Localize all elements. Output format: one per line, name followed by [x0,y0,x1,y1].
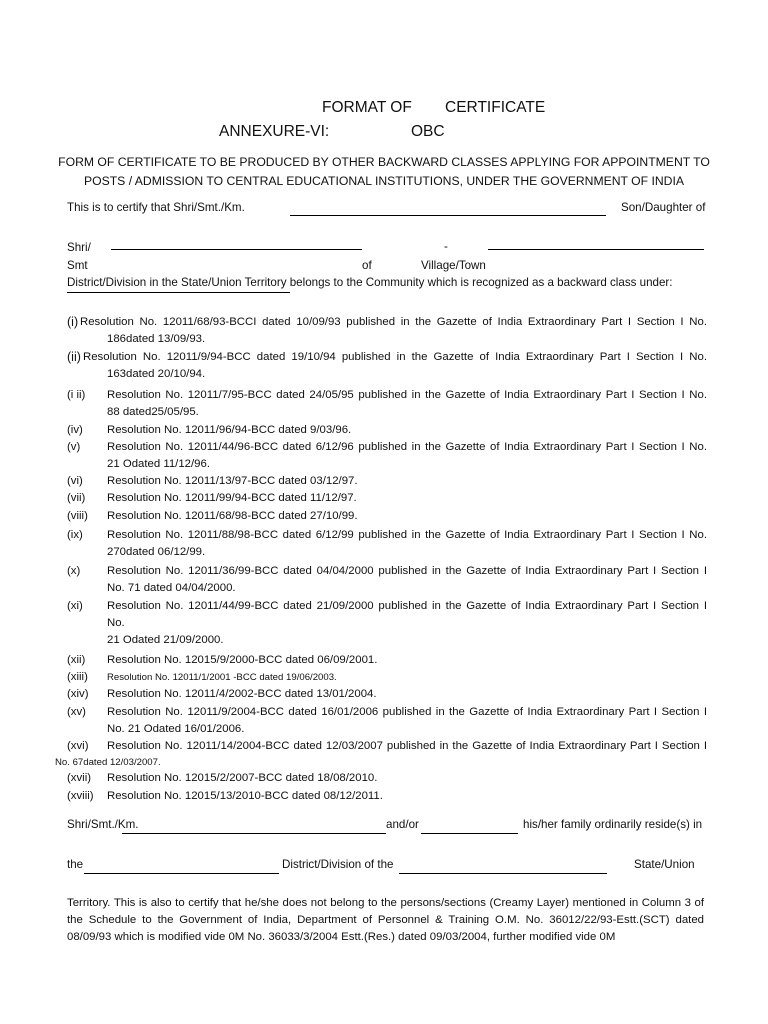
resolution-text: Resolution No. 12011/44/99-BCC dated 21/09/2000 published in the Gazette of India Extraordinary Part I Section I [107,600,707,612]
district-of-label: District/Division of the [282,858,394,871]
resolution-number: (i ii) [67,389,86,401]
district-underline [67,292,290,293]
resolution-number: (xviii) [67,790,94,802]
title-format-of: FORMAT OF [322,99,412,116]
resolution-text: Resolution No. 12011/9/2004-BCC dated 16/01/2006 published in the Gazette of India Extraordinary Part I Section I [107,706,707,718]
state-field-line[interactable] [399,873,607,874]
relation-field-line[interactable] [421,833,518,834]
resolution-text: Resolution No. 12011/36/99-BCC dated 04/04/2000 published in the Gazette of India Extraordinary Part I Section I [107,565,707,577]
annexure-label: ANNEXURE-VI: [219,123,330,140]
village-town-label: Village/Town [421,259,486,272]
resolution-number: (xi) [67,600,83,612]
resolution-text: Resolution No. 12011/9/94-BCC dated 19/10/94 published in the Gazette of India Extraordinary Part I Section I No. [83,351,707,363]
resolution-continuation: 186dated 13/09/93. [107,333,206,345]
resolution-text: Resolution No. 12011/14/2004-BCC dated 12/03/2007 published in the Gazette of India Extraordinary Part I Section I [107,740,707,752]
resolution-number: (v) [67,441,81,453]
resolution-continuation-2: 21 Odated 21/09/2000. [107,634,224,646]
resolution-text: Resolution No. 12011/4/2002-BCC dated 13/01/2004. [107,688,377,700]
resolution-text: Resolution No. 12011/7/95-BCC dated 24/05/95 published in the Gazette of India Extraordinary Part I Section I No. [107,389,707,401]
dash-mark: - [444,240,448,253]
resolution-continuation: 21 Odated 11/12/96. [107,458,211,470]
place-field-line[interactable] [84,873,279,874]
residence-name-field-line[interactable] [122,833,386,834]
resolution-number: (xvi) [67,740,89,752]
and-or-label: and/or [386,818,419,831]
resolution-number: (xiii) [67,671,88,683]
son-daughter-label: Son/Daughter of [621,201,706,214]
resolution-number: (xii) [67,654,86,666]
resolution-continuation: 163dated 20/10/94. [107,368,206,380]
name-field-line[interactable] [290,215,606,216]
resolution-number: (ix) [67,529,83,541]
resolution-text: Resolution No. 12011/44/96-BCC dated 6/12/96 published in the Gazette of India Extraordinary Part I Section I No. [107,441,707,453]
resolution-number: (x) [67,565,81,577]
state-union-label: State/Union [634,858,695,871]
certify-text: This is to certify that Shri/Smt./Km. [67,201,245,214]
resolution-continuation: No. [107,617,125,629]
category-obc: OBC [411,123,445,140]
resolution-continuation: 88 dated25/05/95. [107,406,199,418]
resolution-continuation: No. 71 dated 04/04/2000. [107,582,236,594]
shri-label: Shri/ [67,241,91,254]
title-certificate: CERTIFICATE [445,99,546,116]
resolution-text: Resolution No. 12011/13/97-BCC dated 03/12/97. [107,475,358,487]
resolution-continuation: 270dated 06/12/99. [107,546,206,558]
resolution-text: Resolution No. 12011/1/2001 -BCC dated 19/06/2003. [107,672,337,683]
resolution-number: (vii) [67,492,86,504]
resolution-text: Resolution No. 12011/88/98-BCC dated 6/12/99 published in the Gazette of India Extraordinary Part I Section I No. [107,529,707,541]
resolution-number: (i) [67,315,79,329]
resolution-number: (vi) [67,475,83,487]
residence-shri-label: Shri/Smt./Km. [67,818,139,831]
resolution-number: (xiv) [67,688,89,700]
resolution-continuation: No. 67dated 12/03/2007. [55,757,161,768]
resolution-number: (iv) [67,424,83,436]
resolution-text: Resolution No. 12011/68/98-BCC dated 27/10/99. [107,510,358,522]
closing-paragraph: Territory. This is also to certify that he/she does not belong to the persons/sections (Creamy Layer) mentioned in Column 3 of the Schedule to the Government of India, Department of Personnel & Training O.M. No. 36012/22/93-Estt.(SCT) dated 08/09/93 which is modified vide 0M No. 36033/3/2004 Estt.(Res.) dated 09/03/2004, further modified vide 0M [67,897,704,943]
village-field-line[interactable] [488,249,704,250]
father-name-field-line[interactable] [111,249,362,250]
of-label: of [362,259,372,272]
district-text: District/Division in the State/Union Territory belongs to the Community which is recognized as a backward class under: [67,276,673,289]
resolution-number: (xvii) [67,772,92,784]
resides-label: his/her family ordinarily reside(s) in [523,818,703,831]
resolution-number: (viii) [67,510,88,522]
smt-label: Smt [67,259,88,272]
resolution-continuation: No. 21 Odated 16/01/2006. [107,723,245,735]
resolution-number: (ii) [67,350,81,364]
resolution-text: Resolution No. 12015/13/2010-BCC dated 08/12/2011. [107,790,383,802]
the-label: the [67,858,84,871]
resolution-number: (xv) [67,706,86,718]
resolution-text: Resolution No. 12011/99/94-BCC dated 11/12/97. [107,492,357,504]
resolution-text: Resolution No. 12011/96/94-BCC dated 9/03/96. [107,424,352,436]
resolution-text: Resolution No. 12011/68/93-BCCI dated 10/09/93 published in the Gazette of India Extraordinary Part I Section I No. [80,316,707,328]
subtitle-line-1: FORM OF CERTIFICATE TO BE PRODUCED BY OTHER BACKWARD CLASSES APPLYING FOR APPOINTMENT TO [58,155,710,169]
resolution-text: Resolution No. 12015/2/2007-BCC dated 18/08/2010. [107,772,378,784]
subtitle-line-2: POSTS / ADMISSION TO CENTRAL EDUCATIONAL INSTITUTIONS, UNDER THE GOVERNMENT OF INDIA [84,174,684,188]
resolution-text: Resolution No. 12015/9/2000-BCC dated 06/09/2001. [107,654,378,666]
